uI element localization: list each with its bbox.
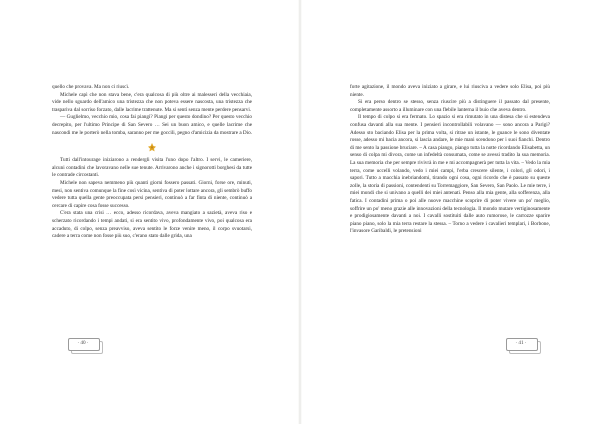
paragraph: Tutti dall'intourage iniziarono a rendergli visita l'uno dopo l'altro. I servi, le cameriere, alcuni contadini che lavoravano nelle sue tenute. Arrivarono anche i signorotti borghesi da tutte le contrade circostanti. xyxy=(52,157,252,179)
page-number: · 40 · xyxy=(77,340,89,346)
paragraph: Il tempo di colpo si era fermato. Lo spazio si era rimutato in una distesa che si estendeva confusa davanti alla sua mente. I pensieri incontrollabili volavano — sono ancora a Parigi? Adesso sto baciando Elisa per la prima volta, si ritrae un istante, le guance le sono diventate rosse, adesso mi bacia ancora, si lascia andare, le mie mani scendono per i suoi fianchi. Dentro di me sento la passione bruciare. – A casa piango, piango tutta la notte ricordando Elisabetta, un senso di colpa mi divora, come un infedeltà consumata, come se avessi tradito la sua memoria. La sua memoria che per sempre rivivrà in me e mi accompagnerà per tutta la vita. – Vedo la mia terra, come uccelli volando, vedo i miei campi, l'erba crescere silente, i colori, gli odori, i sapori. Tutto a macchia inebriandomi, tirando ogni cosa, ogni ricordo che è passato su queste zolle, la storia di passioni, contendenti su Torremaggiore, San Severo, San Paolo. Le mie terre, i miei mondi che si univano a quelli dei miei antenati. Penso alla mia gente, alla sofferenza, alla fatica. I contadini prima o poi alle nuove macchine scoprire di poter vivere un po' meglio, soffrire un po' meno grazie alle innovazioni della tecnologia. Il mondo mutare vertiginosamente e prodigiosamente davanti a noi. I cavalli sostituiti dalle auto rumorose, le carrozze sparire piano piano, solo la mia terra restare la stessa. – Torno a vedere i cavalieri templari, i Borbone, l'invasore Garibaldi, le pretensioni xyxy=(350,114,550,235)
page-number-tab xyxy=(68,338,98,354)
paragraph: forte agitazione, il mondo aveva iniziato a girare, e lui riusciva a vedere solo Elisa, poi più niente. xyxy=(350,84,550,98)
right-page xyxy=(300,0,600,424)
laurel-ornament-icon xyxy=(52,141,252,153)
paragraph: Michele non sapeva nemmeno più quanti giorni fossero passati. Giorni, forse ore, minuti, mesi, non sentiva comunque la fine così vicina, sentiva di poter lottare ancora, gli sembrò buffo vedere tutta quella gente preoccupata persi pensieri, continuò a far finta di niente, continuò a cercare di capire cosa fosse successo. xyxy=(52,179,252,209)
paragraph: C'era stata una crisi … ecco, adesso ricordava, aveva mangiato a sazietà, aveva riso e scherzato ricordando i tempi andati, si era sentito vivo, profondamente vivo, poi qualcosa era accaduto, di colpo, senza preavviso, aveva sentito le forze venire meno, il corpo svuotarsi, cadere a terra come non fosse più suo, c'erano stato dalle grida, una xyxy=(52,210,252,240)
paragraph: quello che provava. Ma non ci riuscì. xyxy=(52,84,130,90)
page-number: · 41 · xyxy=(515,340,527,346)
paragraph: Michele capì che non stava bene, c'era qualcosa di più oltre ai malesseri della vecchiaia, vide nello sguardo dell'amico una tristezza che non poteva essere nascosta, una tristezza che traspariva dal sorriso forzato, dalle lacrime trattenute. Ma si sentì senza mente perdere pensarvi. xyxy=(52,91,252,113)
paragraph: — Guglielmo, vecchio mio, cosa fai piangi? Piangi per questo dondino? Per questo vecchio decrepito, per l'ultimo Principe di San Severo … Sei un buon amico, e quelle lacrime che nascondi me le porterò nella tomba, saranno per me goccili, pegno d'amicizia da mostrare a Dio. xyxy=(52,114,253,136)
paragraph: Si era perso dentro se stesso, senza riuscire più a distinguere il passato dal presente, completamente assorto a illuminare con una flebile lanterna il buio che aveva dentro. xyxy=(350,99,550,113)
right-text-column xyxy=(350,84,550,236)
left-text-column xyxy=(52,84,252,241)
page-number-tab xyxy=(506,338,536,354)
